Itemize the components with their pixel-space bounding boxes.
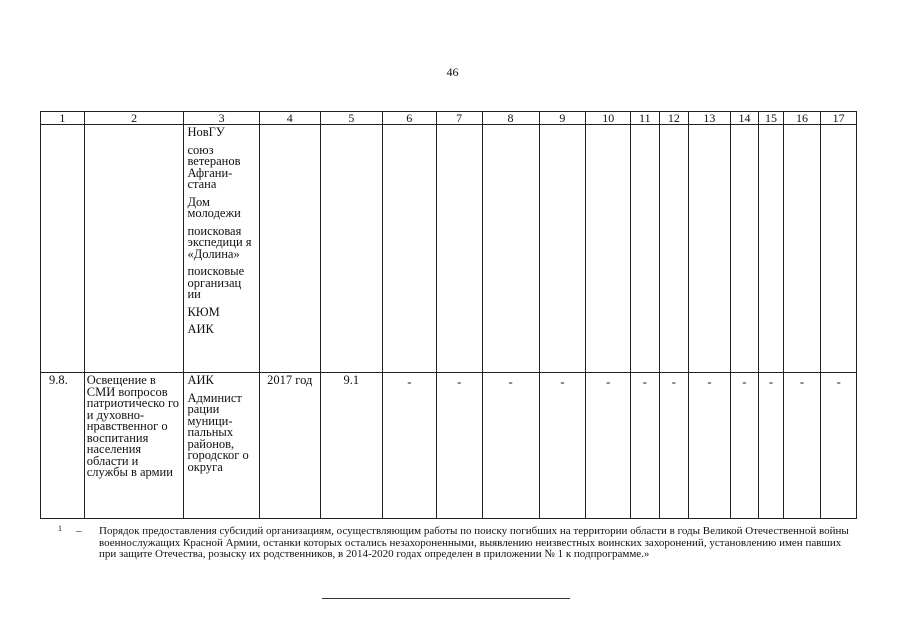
organization: союз ветеранов Афгани-стана bbox=[187, 142, 241, 191]
column-header: 3 bbox=[184, 112, 259, 125]
empty-cell bbox=[821, 125, 857, 373]
organization: Админист рации муници-пальных районов, городског о округа bbox=[187, 390, 249, 474]
column-header: 15 bbox=[759, 112, 783, 125]
column-header: 14 bbox=[730, 112, 758, 125]
value-cell: - bbox=[482, 373, 539, 519]
value-cell: - bbox=[689, 373, 731, 519]
column-header: 6 bbox=[382, 112, 436, 125]
activity-description: Освещение в СМИ вопросов патриотическо го и духовно-нравственног о воспитания населения области и службы в армии bbox=[84, 373, 184, 519]
header-row bbox=[41, 112, 857, 125]
row-number: 9.8. bbox=[41, 373, 85, 519]
value-cell: - bbox=[759, 373, 783, 519]
column-header: 10 bbox=[586, 112, 631, 125]
footnote bbox=[58, 526, 858, 561]
value-cell: - bbox=[783, 373, 821, 519]
empty-cell bbox=[41, 125, 85, 373]
organization: КЮМ bbox=[187, 304, 220, 319]
organization: поисковые организац ии bbox=[187, 264, 245, 301]
table-row-9-8 bbox=[41, 373, 857, 519]
empty-cell bbox=[659, 125, 689, 373]
organizations-cell bbox=[184, 373, 259, 519]
organization: АИК bbox=[187, 322, 214, 336]
value-cell: - bbox=[730, 373, 758, 519]
footnote-text: Порядок предоставления субсидий организациям, осуществляющим работы по поиску погибших на территории области в годы Великой Отечественной войны военнослужащих Красной Армии, останки которых остались незахороненными, выявлению неизвестных воинских захоронений, установлению имен павших при защите Отечества, розыску их родственников, в 2014-2020 годах определен в приложении № 1 к подпрограмме.» bbox=[99, 525, 849, 560]
closing-rule bbox=[322, 598, 570, 599]
empty-cell bbox=[84, 125, 184, 373]
empty-cell bbox=[783, 125, 821, 373]
empty-cell bbox=[259, 125, 320, 373]
value-cell: - bbox=[436, 373, 482, 519]
column-header: 8 bbox=[482, 112, 539, 125]
value-cell: - bbox=[382, 373, 436, 519]
empty-cell bbox=[730, 125, 758, 373]
column-header: 9 bbox=[539, 112, 586, 125]
empty-cell bbox=[759, 125, 783, 373]
value-cell: - bbox=[821, 373, 857, 519]
value-cell: - bbox=[631, 373, 659, 519]
value-cell: - bbox=[539, 373, 586, 519]
empty-cell bbox=[539, 125, 586, 373]
organization: Дом молодежи bbox=[187, 194, 241, 220]
indicator-cell: 9.1 bbox=[320, 373, 382, 519]
column-header: 2 bbox=[84, 112, 184, 125]
empty-cell bbox=[586, 125, 631, 373]
empty-cell bbox=[631, 125, 659, 373]
table-row-continued bbox=[41, 125, 857, 373]
empty-cell bbox=[382, 125, 436, 373]
column-header: 13 bbox=[689, 112, 731, 125]
organization: поисковая экспедици я «Долина» bbox=[187, 223, 252, 261]
page-number: 46 bbox=[446, 65, 459, 79]
column-header: 1 bbox=[41, 112, 85, 125]
column-header: 5 bbox=[320, 112, 382, 125]
footnote-marker: 1 bbox=[58, 524, 62, 533]
year-cell: 2017 год bbox=[259, 373, 320, 519]
organization: АИК bbox=[187, 373, 214, 387]
organizations-cell bbox=[184, 125, 259, 373]
footnote-dash: – bbox=[76, 525, 82, 537]
value-cell: - bbox=[586, 373, 631, 519]
column-header: 12 bbox=[659, 112, 689, 125]
column-header: 16 bbox=[783, 112, 821, 125]
empty-cell bbox=[436, 125, 482, 373]
column-header: 17 bbox=[821, 112, 857, 125]
organization: НовГУ bbox=[187, 125, 225, 139]
column-header: 4 bbox=[259, 112, 320, 125]
program-table bbox=[40, 111, 857, 519]
value-cell: - bbox=[659, 373, 689, 519]
column-header: 11 bbox=[631, 112, 659, 125]
empty-cell bbox=[482, 125, 539, 373]
empty-cell bbox=[320, 125, 382, 373]
column-header: 7 bbox=[436, 112, 482, 125]
empty-cell bbox=[689, 125, 731, 373]
